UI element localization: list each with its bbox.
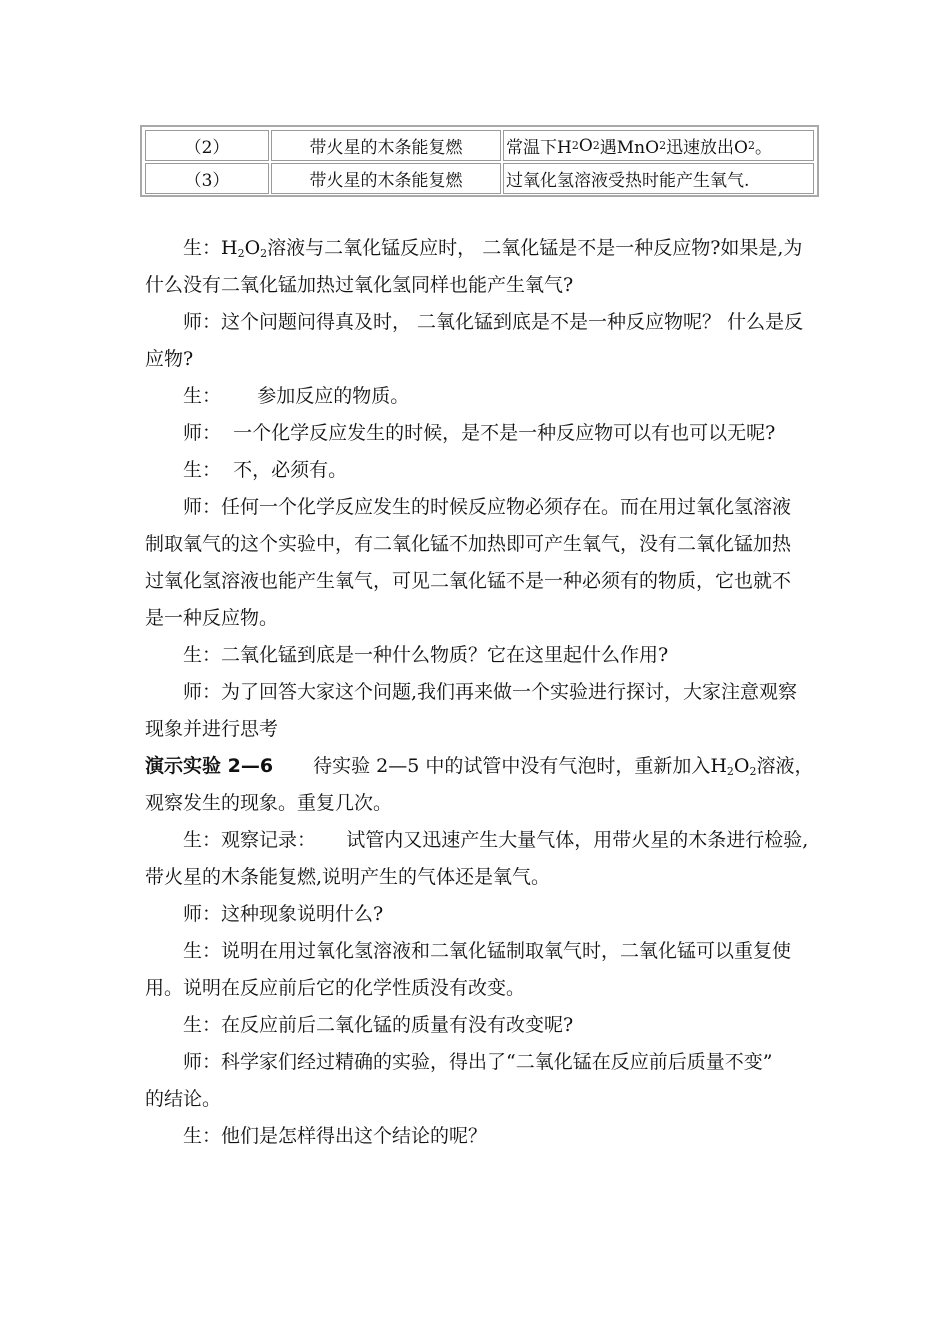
paragraph-line: 生：说明在用过氧化氢溶液和二氧化锰制取氧气时，二氧化锰可以重复使 xyxy=(183,940,792,962)
paragraph-line: 师：这个问题问得真及时， 二氧化锰到底是不是一种反应物呢？ 什么是反 xyxy=(183,311,804,333)
experiment-results-table xyxy=(140,125,819,197)
demo-experiment-line: 演示实验 2—6 待实验 2—5 中的试管中没有气泡时，重新加入$H_2O_2$溶液， xyxy=(145,755,814,778)
table-cell-result: 带火星的木条能复燃 xyxy=(271,130,501,161)
paragraph-line: 生： 参加反应的物质。 xyxy=(183,385,410,407)
paragraph-line: 带火星的木条能复燃,说明产生的气体还是氧气。 xyxy=(145,866,551,888)
paragraph-line: 什么没有二氧化锰加热过氧化氢同样也能产生氧气? xyxy=(145,274,574,296)
table-cell-result: 带火星的木条能复燃 xyxy=(271,163,501,194)
table-row xyxy=(144,162,815,195)
paragraph-line: 师：任何一个化学反应发生的时候反应物必须存在。而在用过氧化氢溶液 xyxy=(183,496,792,518)
paragraph-line: 生：他们是怎样得出这个结论的呢？ xyxy=(183,1125,488,1147)
paragraph-line: 生：二氧化锰到底是一种什么物质？它在这里起什么作用? xyxy=(183,644,669,666)
paragraph-line: 生： 不，必须有。 xyxy=(183,459,348,481)
paragraph-line: 的结论。 xyxy=(145,1088,222,1110)
demo-experiment-title: 演示实验 2—6 xyxy=(145,755,274,777)
paragraph-line: 应物? xyxy=(145,348,194,370)
paragraph-line: 师：为了回答大家这个问题,我们再来做一个实验进行探讨，大家注意观察 xyxy=(183,681,798,703)
table-cell-conclusion: 常温下H 2 O 2 遇MnO 2 迅速放出O 2 。 xyxy=(503,130,814,161)
paragraph-line: 师： 一个化学反应发生的时候，是不是一种反应物可以有也可以无呢? xyxy=(183,422,776,444)
table-cell-number: （2） xyxy=(145,130,269,161)
table-cell-number: （3） xyxy=(145,163,269,194)
dialogue-body xyxy=(145,230,825,1155)
paragraph-line: 制取氧气的这个实验中，有二氧化锰不加热即可产生氧气，没有二氧化锰加热 xyxy=(145,533,792,555)
paragraph-line: 用。说明在反应前后它的化学性质没有改变。 xyxy=(145,977,526,999)
paragraph-line: 生：$H_2O_2$溶液与二氧化锰反应时， 二氧化锰是不是一种反应物?如果是,为 xyxy=(183,237,803,260)
table-row xyxy=(144,129,815,162)
paragraph-line: 过氧化氢溶液也能产生氧气，可见二氧化锰不是一种必须有的物质，它也就不 xyxy=(145,570,792,592)
paragraph-line: 观察发生的现象。重复几次。 xyxy=(145,792,393,814)
paragraph-line: 是一种反应物。 xyxy=(145,607,279,629)
table-cell-conclusion: 过氧化氢溶液受热时能产生氧气. xyxy=(503,163,814,194)
paragraph-line: 现象并进行思考 xyxy=(145,718,279,740)
paragraph-line: 生：在反应前后二氧化锰的质量有没有改变呢? xyxy=(183,1014,574,1036)
paragraph-line: 师：这种现象说明什么? xyxy=(183,903,384,925)
paragraph-line: 师：科学家们经过精确的实验，得出了“二氧化锰在反应前后质量不变” xyxy=(183,1051,773,1073)
paragraph-line: 生：观察记录： 试管内又迅速产生大量气体，用带火星的木条进行检验, xyxy=(183,829,809,851)
